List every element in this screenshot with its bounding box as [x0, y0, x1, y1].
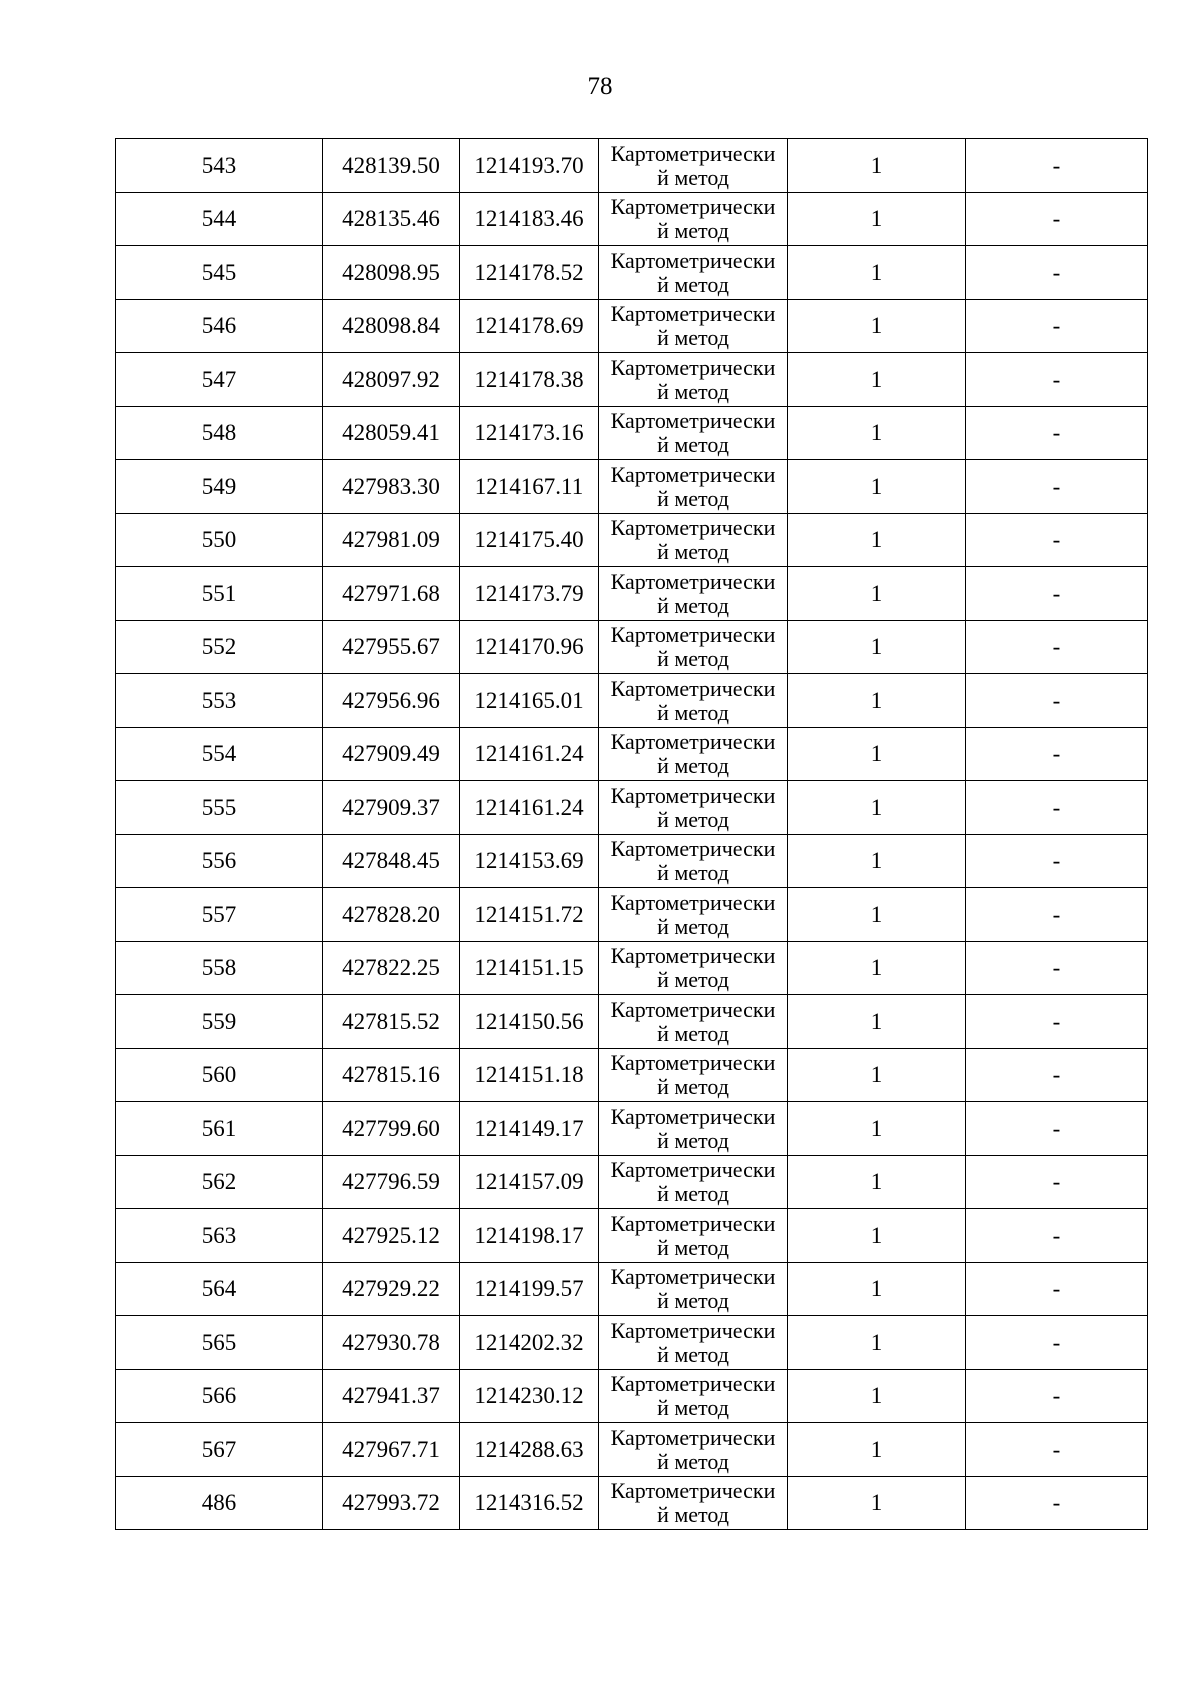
- y-coordinate-cell: 1214150.56: [460, 995, 599, 1049]
- accuracy-cell: 1: [788, 727, 966, 781]
- accuracy-cell: 1: [788, 460, 966, 514]
- method-line-1: Картометрически: [610, 782, 776, 808]
- y-coordinate-cell: 1214288.63: [460, 1423, 599, 1477]
- note-cell: -: [966, 674, 1148, 728]
- method-line-2: й метод: [657, 913, 729, 939]
- x-coordinate-cell: 428098.84: [323, 299, 460, 353]
- y-coordinate-cell: 1214161.24: [460, 781, 599, 835]
- table-row: [116, 781, 1148, 835]
- method-cell: [599, 299, 788, 353]
- method-cell: [599, 834, 788, 888]
- point-number-cell: 551: [116, 567, 323, 621]
- method-line-2: й метод: [657, 646, 729, 672]
- y-coordinate-cell: 1214230.12: [460, 1369, 599, 1423]
- method-line-2: й метод: [657, 699, 729, 725]
- accuracy-cell: 1: [788, 192, 966, 246]
- method-line-1: Картометрически: [610, 943, 776, 969]
- method-line-2: й метод: [657, 485, 729, 511]
- y-coordinate-cell: 1214167.11: [460, 460, 599, 514]
- method-line-2: й метод: [657, 539, 729, 565]
- point-number-cell: 543: [116, 139, 323, 193]
- y-coordinate-cell: 1214178.69: [460, 299, 599, 353]
- y-coordinate-cell: 1214151.72: [460, 888, 599, 942]
- method-cell: [599, 1262, 788, 1316]
- note-cell: -: [966, 299, 1148, 353]
- accuracy-cell: 1: [788, 567, 966, 621]
- accuracy-cell: 1: [788, 620, 966, 674]
- method-line-1: Картометрически: [610, 461, 776, 487]
- method-line-2: й метод: [657, 1288, 729, 1314]
- method-cell: [599, 674, 788, 728]
- accuracy-cell: 1: [788, 1476, 966, 1530]
- note-cell: -: [966, 1262, 1148, 1316]
- x-coordinate-cell: 427930.78: [323, 1316, 460, 1370]
- method-line-1: Картометрически: [610, 675, 776, 701]
- method-line-1: Картометрически: [610, 194, 776, 220]
- table-row: [116, 1048, 1148, 1102]
- accuracy-cell: 1: [788, 781, 966, 835]
- note-cell: -: [966, 1423, 1148, 1477]
- y-coordinate-cell: 1214183.46: [460, 192, 599, 246]
- method-cell: [599, 513, 788, 567]
- accuracy-cell: 1: [788, 139, 966, 193]
- method-line-1: Картометрически: [610, 996, 776, 1022]
- table-row: [116, 1155, 1148, 1209]
- method-line-1: Картометрически: [610, 1103, 776, 1129]
- method-line-2: й метод: [657, 860, 729, 886]
- method-cell: [599, 888, 788, 942]
- method-cell: [599, 139, 788, 193]
- table-row: [116, 460, 1148, 514]
- x-coordinate-cell: 427828.20: [323, 888, 460, 942]
- x-coordinate-cell: 427967.71: [323, 1423, 460, 1477]
- note-cell: -: [966, 1048, 1148, 1102]
- x-coordinate-cell: 427981.09: [323, 513, 460, 567]
- method-cell: [599, 353, 788, 407]
- x-coordinate-cell: 427955.67: [323, 620, 460, 674]
- method-line-1: Картометрически: [610, 354, 776, 380]
- point-number-cell: 560: [116, 1048, 323, 1102]
- y-coordinate-cell: 1214193.70: [460, 139, 599, 193]
- method-cell: [599, 620, 788, 674]
- y-coordinate-cell: 1214151.15: [460, 941, 599, 995]
- point-number-cell: 562: [116, 1155, 323, 1209]
- method-line-1: Картометрически: [610, 515, 776, 541]
- method-line-2: й метод: [657, 271, 729, 297]
- note-cell: -: [966, 1155, 1148, 1209]
- accuracy-cell: 1: [788, 1155, 966, 1209]
- method-line-1: Картометрически: [610, 140, 776, 166]
- method-cell: [599, 941, 788, 995]
- table-row: [116, 139, 1148, 193]
- x-coordinate-cell: 428098.95: [323, 246, 460, 300]
- note-cell: -: [966, 834, 1148, 888]
- method-cell: [599, 406, 788, 460]
- y-coordinate-cell: 1214198.17: [460, 1209, 599, 1263]
- point-number-cell: 552: [116, 620, 323, 674]
- method-line-1: Картометрически: [610, 1050, 776, 1076]
- method-line-2: й метод: [657, 1020, 729, 1046]
- x-coordinate-cell: 427993.72: [323, 1476, 460, 1530]
- accuracy-cell: 1: [788, 1423, 966, 1477]
- method-line-1: Картометрически: [610, 836, 776, 862]
- note-cell: -: [966, 1316, 1148, 1370]
- accuracy-cell: 1: [788, 941, 966, 995]
- accuracy-cell: 1: [788, 1048, 966, 1102]
- method-cell: [599, 1316, 788, 1370]
- point-number-cell: 555: [116, 781, 323, 835]
- method-line-1: Картометрически: [610, 1157, 776, 1183]
- method-line-1: Картометрически: [610, 1264, 776, 1290]
- y-coordinate-cell: 1214178.38: [460, 353, 599, 407]
- method-line-2: й метод: [657, 1341, 729, 1367]
- x-coordinate-cell: 427925.12: [323, 1209, 460, 1263]
- x-coordinate-cell: 428135.46: [323, 192, 460, 246]
- method-cell: [599, 1476, 788, 1530]
- point-number-cell: 544: [116, 192, 323, 246]
- point-number-cell: 556: [116, 834, 323, 888]
- method-line-2: й метод: [657, 1181, 729, 1207]
- page-number: 78: [587, 73, 613, 100]
- note-cell: -: [966, 353, 1148, 407]
- y-coordinate-cell: 1214199.57: [460, 1262, 599, 1316]
- method-line-1: Картометрически: [610, 889, 776, 915]
- method-cell: [599, 567, 788, 621]
- method-line-1: Картометрически: [610, 1317, 776, 1343]
- accuracy-cell: 1: [788, 1316, 966, 1370]
- method-cell: [599, 1102, 788, 1156]
- accuracy-cell: 1: [788, 246, 966, 300]
- table-row: [116, 1102, 1148, 1156]
- accuracy-cell: 1: [788, 674, 966, 728]
- point-number-cell: 566: [116, 1369, 323, 1423]
- table-row: [116, 567, 1148, 621]
- accuracy-cell: 1: [788, 513, 966, 567]
- point-number-cell: 547: [116, 353, 323, 407]
- point-number-cell: 558: [116, 941, 323, 995]
- method-line-1: Картометрически: [610, 622, 776, 648]
- method-line-2: й метод: [657, 432, 729, 458]
- x-coordinate-cell: 427983.30: [323, 460, 460, 514]
- table-row: [116, 995, 1148, 1049]
- accuracy-cell: 1: [788, 834, 966, 888]
- table-row: [116, 353, 1148, 407]
- note-cell: -: [966, 406, 1148, 460]
- method-cell: [599, 1048, 788, 1102]
- method-line-1: Картометрически: [610, 408, 776, 434]
- coordinates-table-body: [116, 139, 1148, 1530]
- accuracy-cell: 1: [788, 299, 966, 353]
- x-coordinate-cell: 427941.37: [323, 1369, 460, 1423]
- x-coordinate-cell: 427971.68: [323, 567, 460, 621]
- x-coordinate-cell: 427815.16: [323, 1048, 460, 1102]
- point-number-cell: 559: [116, 995, 323, 1049]
- x-coordinate-cell: 427848.45: [323, 834, 460, 888]
- method-line-2: й метод: [657, 753, 729, 779]
- method-cell: [599, 460, 788, 514]
- method-line-2: й метод: [657, 1395, 729, 1421]
- note-cell: -: [966, 567, 1148, 621]
- note-cell: -: [966, 1369, 1148, 1423]
- table-row: [116, 674, 1148, 728]
- table-row: [116, 192, 1148, 246]
- accuracy-cell: 1: [788, 888, 966, 942]
- method-line-2: й метод: [657, 1074, 729, 1100]
- table-row: [116, 620, 1148, 674]
- note-cell: -: [966, 620, 1148, 674]
- method-line-2: й метод: [657, 1234, 729, 1260]
- method-line-1: Картометрически: [610, 1478, 776, 1504]
- method-cell: [599, 246, 788, 300]
- accuracy-cell: 1: [788, 1262, 966, 1316]
- method-cell: [599, 727, 788, 781]
- y-coordinate-cell: 1214153.69: [460, 834, 599, 888]
- accuracy-cell: 1: [788, 1209, 966, 1263]
- y-coordinate-cell: 1214178.52: [460, 246, 599, 300]
- note-cell: -: [966, 1476, 1148, 1530]
- method-line-1: Картометрически: [610, 1424, 776, 1450]
- point-number-cell: 553: [116, 674, 323, 728]
- accuracy-cell: 1: [788, 1369, 966, 1423]
- method-line-2: й метод: [657, 1127, 729, 1153]
- x-coordinate-cell: 428097.92: [323, 353, 460, 407]
- x-coordinate-cell: 427929.22: [323, 1262, 460, 1316]
- method-line-2: й метод: [657, 164, 729, 190]
- method-line-2: й метод: [657, 218, 729, 244]
- method-cell: [599, 1209, 788, 1263]
- point-number-cell: 548: [116, 406, 323, 460]
- x-coordinate-cell: 427909.37: [323, 781, 460, 835]
- point-number-cell: 554: [116, 727, 323, 781]
- point-number-cell: 557: [116, 888, 323, 942]
- table-row: [116, 834, 1148, 888]
- method-line-1: Картометрически: [610, 1371, 776, 1397]
- note-cell: -: [966, 1209, 1148, 1263]
- x-coordinate-cell: 427909.49: [323, 727, 460, 781]
- table-row: [116, 941, 1148, 995]
- x-coordinate-cell: 427799.60: [323, 1102, 460, 1156]
- x-coordinate-cell: 428059.41: [323, 406, 460, 460]
- y-coordinate-cell: 1214202.32: [460, 1316, 599, 1370]
- x-coordinate-cell: 428139.50: [323, 139, 460, 193]
- y-coordinate-cell: 1214161.24: [460, 727, 599, 781]
- note-cell: -: [966, 781, 1148, 835]
- accuracy-cell: 1: [788, 995, 966, 1049]
- method-line-2: й метод: [657, 325, 729, 351]
- note-cell: -: [966, 995, 1148, 1049]
- note-cell: -: [966, 888, 1148, 942]
- y-coordinate-cell: 1214151.18: [460, 1048, 599, 1102]
- note-cell: -: [966, 727, 1148, 781]
- table-row: [116, 1476, 1148, 1530]
- point-number-cell: 546: [116, 299, 323, 353]
- y-coordinate-cell: 1214173.16: [460, 406, 599, 460]
- note-cell: -: [966, 246, 1148, 300]
- note-cell: -: [966, 513, 1148, 567]
- method-cell: [599, 995, 788, 1049]
- table-row: [116, 1209, 1148, 1263]
- method-cell: [599, 1423, 788, 1477]
- table-row: [116, 513, 1148, 567]
- note-cell: -: [966, 941, 1148, 995]
- method-line-1: Картометрически: [610, 568, 776, 594]
- method-line-1: Картометрически: [610, 247, 776, 273]
- table-row: [116, 1262, 1148, 1316]
- point-number-cell: 486: [116, 1476, 323, 1530]
- x-coordinate-cell: 427815.52: [323, 995, 460, 1049]
- x-coordinate-cell: 427822.25: [323, 941, 460, 995]
- table-row: [116, 1369, 1148, 1423]
- point-number-cell: 565: [116, 1316, 323, 1370]
- point-number-cell: 563: [116, 1209, 323, 1263]
- point-number-cell: 549: [116, 460, 323, 514]
- y-coordinate-cell: 1214170.96: [460, 620, 599, 674]
- method-cell: [599, 192, 788, 246]
- accuracy-cell: 1: [788, 1102, 966, 1156]
- table-row: [116, 246, 1148, 300]
- note-cell: -: [966, 192, 1148, 246]
- point-number-cell: 550: [116, 513, 323, 567]
- method-line-2: й метод: [657, 806, 729, 832]
- y-coordinate-cell: 1214173.79: [460, 567, 599, 621]
- method-line-1: Картометрически: [610, 729, 776, 755]
- accuracy-cell: 1: [788, 406, 966, 460]
- y-coordinate-cell: 1214149.17: [460, 1102, 599, 1156]
- coordinates-table: [115, 138, 1148, 1530]
- method-line-2: й метод: [657, 1448, 729, 1474]
- method-line-2: й метод: [657, 378, 729, 404]
- table-row: [116, 727, 1148, 781]
- point-number-cell: 545: [116, 246, 323, 300]
- method-line-1: Картометрически: [610, 1210, 776, 1236]
- point-number-cell: 564: [116, 1262, 323, 1316]
- point-number-cell: 567: [116, 1423, 323, 1477]
- method-line-2: й метод: [657, 1502, 729, 1528]
- method-line-2: й метод: [657, 967, 729, 993]
- method-cell: [599, 781, 788, 835]
- x-coordinate-cell: 427796.59: [323, 1155, 460, 1209]
- note-cell: -: [966, 460, 1148, 514]
- note-cell: -: [966, 1102, 1148, 1156]
- method-cell: [599, 1369, 788, 1423]
- table-row: [116, 406, 1148, 460]
- note-cell: -: [966, 139, 1148, 193]
- x-coordinate-cell: 427956.96: [323, 674, 460, 728]
- accuracy-cell: 1: [788, 353, 966, 407]
- y-coordinate-cell: 1214165.01: [460, 674, 599, 728]
- table-row: [116, 1316, 1148, 1370]
- point-number-cell: 561: [116, 1102, 323, 1156]
- method-cell: [599, 1155, 788, 1209]
- table-row: [116, 1423, 1148, 1477]
- y-coordinate-cell: 1214157.09: [460, 1155, 599, 1209]
- y-coordinate-cell: 1214316.52: [460, 1476, 599, 1530]
- table-row: [116, 299, 1148, 353]
- method-line-1: Картометрически: [610, 301, 776, 327]
- y-coordinate-cell: 1214175.40: [460, 513, 599, 567]
- table-row: [116, 888, 1148, 942]
- method-line-2: й метод: [657, 592, 729, 618]
